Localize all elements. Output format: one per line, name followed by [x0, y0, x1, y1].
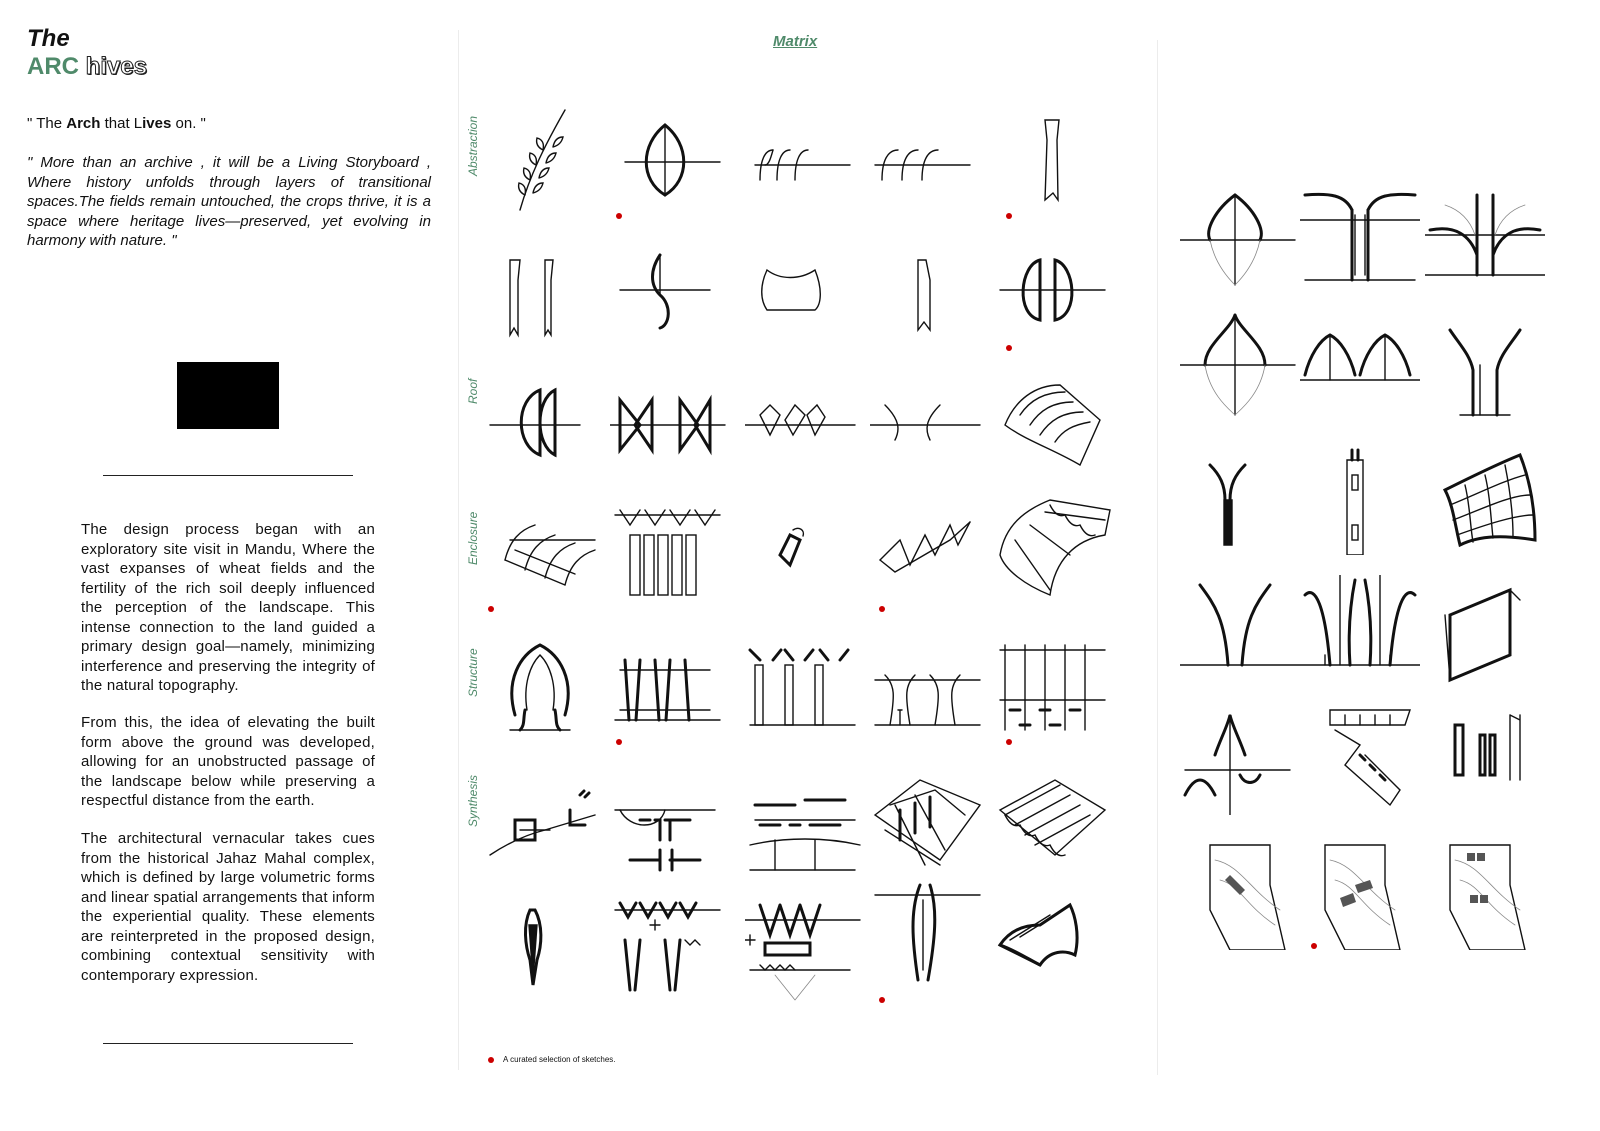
- motto: [27, 115, 206, 132]
- row-label-abstraction: Abstraction: [466, 115, 480, 176]
- body-paragraph-1: The design process began with an exploratory site visit in Mandu, Where the vast expanses of wheat fields and the fertility of the rich soil deeply influenced the perception of the landscape. This intense connection to the land guided a primary design goal—namely, minimizing interference and preserving the integrity of the natural topography.: [81, 521, 375, 694]
- selected-marker: [1006, 213, 1012, 219]
- divider-bottom: [103, 1043, 353, 1044]
- sketch-site-plan-2: [1315, 840, 1435, 950]
- body-paragraph-2: From this, the idea of elevating the built form above the ground was developed, allowing for an unobstructed passage of the landscape below while preserving a respectful distance from the earth.: [81, 714, 375, 809]
- sketch-structure-pod: [485, 640, 605, 750]
- title-line-1: The: [27, 25, 70, 52]
- sketch-wave-arches-2: [870, 105, 990, 215]
- selected-marker: [879, 997, 885, 1003]
- legend-note: A curated selection of sketches.: [503, 1055, 616, 1064]
- title-line-2: [27, 53, 147, 81]
- sketch-right-column-details: [1425, 705, 1545, 815]
- column-separator-right: [1157, 40, 1158, 1075]
- sketch-single-column: [870, 240, 990, 350]
- body-paragraph-3: The architectural vernacular takes cues from the historical Jahaz Mahal complex, which is defined by large volumetric forms and linear spatial arrangements that inform the experiential quality. These elements are reinterpreted in the proposed design, combining contextual sensitivity with contemporary expression.: [81, 830, 375, 984]
- selected-marker: [1006, 739, 1012, 745]
- legend-marker: [488, 1057, 494, 1063]
- row-label-enclosure: Enclosure: [466, 511, 480, 565]
- row-label-structure: Structure: [466, 648, 480, 697]
- row-label-synthesis: Synthesis: [466, 774, 480, 827]
- intro-quote: " More than an archive , it will be a Living Storyboard , Where history unfolds through layers of transitional spaces.The fields remain untouched, the crops thrive, it is a space where heritage lives—preserved, yet evolving in harmony with nature. ": [27, 154, 431, 249]
- sketch-structure-frame: [870, 640, 990, 750]
- sketch-roof-2: [610, 370, 730, 480]
- sketch-enclosure-vault: [995, 490, 1115, 600]
- selected-marker: [879, 606, 885, 612]
- sketch-right-curved-grid: [1425, 450, 1545, 560]
- sketch-split-dome: [995, 240, 1115, 350]
- sketch-final-column: [485, 895, 605, 1005]
- sketch-final-roof-plan: [610, 895, 730, 1005]
- selected-marker: [488, 606, 494, 612]
- sketch-roof-4: [870, 370, 990, 480]
- sketch-structure-columns: [745, 640, 865, 750]
- sketch-roof-vault: [995, 370, 1115, 480]
- sketch-enclosure-tile: [745, 500, 865, 610]
- sketch-structure-pillars: [610, 640, 730, 750]
- sketch-wheat-stalk: [485, 105, 605, 215]
- sketch-enclosure-1: [485, 500, 605, 610]
- sketch-open-shell: [745, 240, 865, 350]
- sketch-s-curve: [610, 240, 730, 350]
- sketch-wave-arches: [745, 105, 865, 215]
- motto-mid: that L: [100, 115, 143, 132]
- sketch-right-tree-branches: [1425, 185, 1545, 295]
- sketch-synthesis-elevation: [745, 775, 865, 885]
- sketch-right-onion-arch: [1180, 310, 1300, 420]
- selected-marker: [616, 739, 622, 745]
- sketch-right-tree-trio: [1300, 575, 1420, 685]
- title-arc: ARC: [27, 53, 79, 80]
- sketch-synthesis-vault-axo: [995, 770, 1115, 880]
- sketch-right-y-column: [1425, 315, 1545, 425]
- matrix-title: Matrix: [773, 33, 818, 50]
- title-hives: hives: [85, 53, 148, 80]
- motto-arch: Arch: [66, 115, 101, 132]
- row-label-roof: Roof: [466, 378, 480, 404]
- sketch-right-double-arch: [1300, 315, 1420, 425]
- sketch-synthesis-section: [485, 775, 605, 885]
- sketch-enclosure-columns: [610, 500, 730, 610]
- sketch-leaf-arch: [610, 105, 730, 215]
- sketch-twin-columns: [485, 240, 605, 350]
- motto-ives: ives: [142, 115, 172, 132]
- sketch-final-tall-column: [870, 880, 990, 990]
- divider-top: [103, 475, 353, 476]
- sketch-structure-grid: [995, 640, 1115, 750]
- sketch-right-tree-column: [1300, 185, 1420, 295]
- sketch-right-slotted-column: [1300, 445, 1420, 555]
- sketch-roof-3: [745, 370, 865, 480]
- sketch-right-leaf: [1180, 185, 1300, 295]
- sketch-final-arches: [745, 895, 865, 1005]
- sketch-final-vault: [995, 895, 1115, 1005]
- sketch-right-tuning-fork: [1180, 450, 1300, 560]
- sketch-synthesis-perspective: [870, 765, 990, 875]
- selected-marker: [616, 213, 622, 219]
- sketch-right-tree-pair: [1180, 575, 1300, 685]
- sketch-right-arch-parts: [1180, 705, 1300, 815]
- sketch-column-tall: [995, 105, 1115, 215]
- sketch-roof-1: [485, 370, 605, 480]
- motto-pre: " The: [27, 115, 67, 132]
- column-separator-left: [458, 30, 459, 1070]
- sketch-enclosure-folds: [870, 500, 990, 610]
- selected-marker: [1006, 345, 1012, 351]
- sketch-synthesis-plan: [610, 775, 730, 885]
- sketch-site-plan-3: [1440, 840, 1560, 950]
- motto-post: on. ": [171, 115, 206, 132]
- sketch-right-panel: [1440, 575, 1560, 685]
- black-image-placeholder: [177, 362, 279, 429]
- sketch-right-axo-plan: [1300, 705, 1420, 815]
- sketch-site-plan-1: [1200, 840, 1320, 950]
